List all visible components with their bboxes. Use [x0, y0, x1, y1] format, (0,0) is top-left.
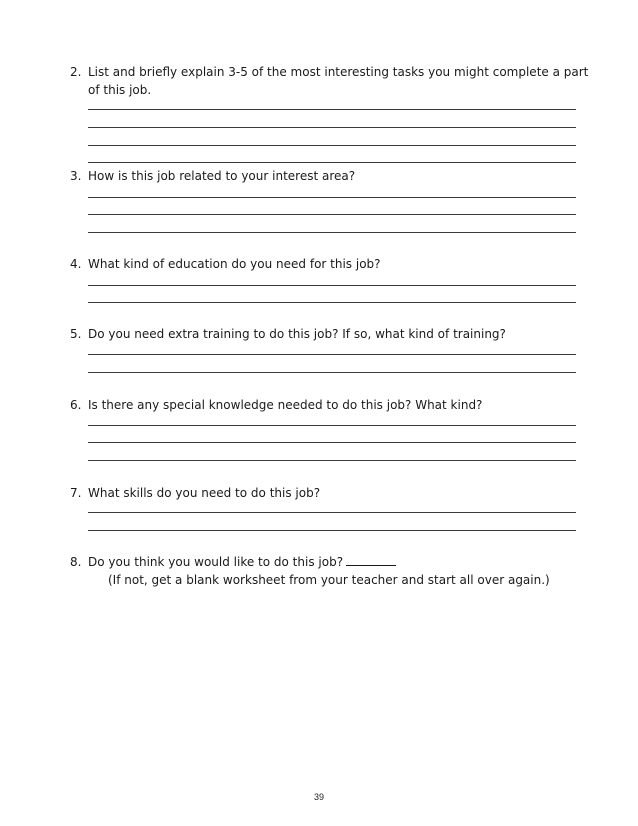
question-note: (If not, get a blank worksheet from your teacher and start all over again.)	[108, 573, 550, 587]
question-7	[70, 484, 590, 502]
question-text: List and briefly explain 3-5 of the most interesting tasks you might complete a part of this job.	[88, 65, 589, 97]
question-text: How is this job related to your interest area?	[88, 169, 356, 183]
question-5	[70, 325, 590, 343]
answer-line[interactable]	[88, 145, 576, 146]
question-number: 8.	[70, 555, 82, 569]
question-4	[70, 255, 590, 273]
answer-line[interactable]	[88, 425, 576, 426]
answer-line[interactable]	[88, 109, 576, 110]
question-number: 3.	[70, 169, 82, 183]
answer-line[interactable]	[88, 197, 576, 198]
answer-line[interactable]	[88, 530, 576, 531]
question-text: What kind of education do you need for this job?	[88, 257, 381, 271]
question-number: 4.	[70, 257, 82, 271]
question-8	[70, 553, 590, 589]
question-text-content: Do you think you would like to do this job?	[88, 555, 344, 569]
question-3	[70, 167, 590, 185]
answer-line[interactable]	[88, 354, 576, 355]
answer-line[interactable]	[88, 460, 576, 461]
answer-line[interactable]	[88, 214, 576, 215]
question-text: Do you need extra training to do this job? If so, what kind of training?	[88, 327, 506, 341]
question-text	[88, 553, 590, 571]
answer-line[interactable]	[88, 232, 576, 233]
question-text: What skills do you need to do this job?	[88, 486, 321, 500]
answer-blank[interactable]	[346, 553, 396, 566]
answer-line[interactable]	[88, 162, 576, 163]
question-text: Is there any special knowledge needed to do this job? What kind?	[88, 398, 483, 412]
answer-line[interactable]	[88, 285, 576, 286]
question-2	[70, 63, 590, 99]
question-number: 5.	[70, 327, 82, 341]
answer-line[interactable]	[88, 127, 576, 128]
question-number: 2.	[70, 65, 82, 79]
question-6	[70, 396, 590, 414]
answer-line[interactable]	[88, 302, 576, 303]
answer-line[interactable]	[88, 442, 576, 443]
answer-line[interactable]	[88, 512, 576, 513]
question-number: 6.	[70, 398, 82, 412]
answer-line[interactable]	[88, 372, 576, 373]
page-number: 39	[313, 792, 324, 802]
question-number: 7.	[70, 486, 82, 500]
